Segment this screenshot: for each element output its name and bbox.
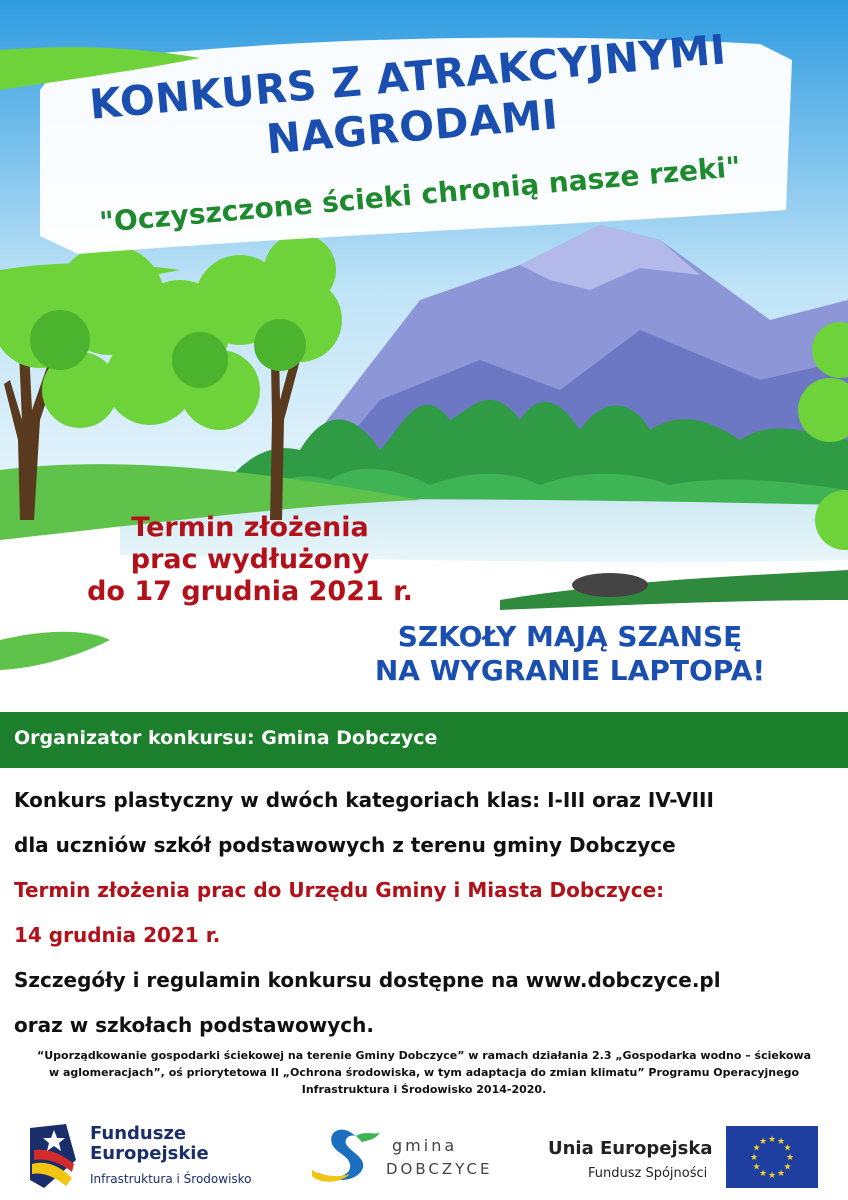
footnote-line: w aglomeracjach”, oś priorytetowa II „Ochrona środowiska, w tym adaptacja do zmian klimatu” Programu Operacyjnego bbox=[49, 1066, 799, 1079]
submission-deadline-date: 14 grudnia 2021 r. bbox=[14, 923, 221, 947]
organizer-bar bbox=[0, 712, 848, 768]
deadline-extension-line: do 17 grudnia 2021 r. bbox=[87, 576, 413, 607]
submission-deadline-line: Termin złożenia prac do Urzędu Gminy i Miasta Dobczyce: bbox=[14, 878, 665, 902]
svg-text:★: ★ bbox=[783, 1162, 792, 1173]
svg-text:★: ★ bbox=[785, 1153, 795, 1163]
laptop-prize-line: SZKOŁY MAJĄ SZANSĘ bbox=[397, 620, 743, 653]
svg-text:★: ★ bbox=[758, 1169, 768, 1179]
deadline-extension-line: prac wydłużony bbox=[130, 544, 370, 575]
svg-text:★: ★ bbox=[776, 1137, 786, 1147]
fe-name bbox=[90, 1124, 209, 1164]
ue-name: Unia Europejska bbox=[548, 1138, 713, 1159]
details-line: dla uczniów szkół podstawowych z terenu gminy Dobczyce bbox=[14, 833, 676, 857]
svg-text:★: ★ bbox=[749, 1153, 759, 1163]
unia-europejska-logo bbox=[540, 1124, 840, 1194]
svg-text:★: ★ bbox=[752, 1162, 761, 1173]
svg-text:★: ★ bbox=[767, 1135, 777, 1145]
fe-subtitle: Infrastruktura i Środowisko bbox=[90, 1172, 252, 1186]
eu-flag-icon bbox=[726, 1126, 818, 1188]
fe-star-icon bbox=[26, 1120, 84, 1192]
deadline-extension-line: Termin złożenia bbox=[131, 512, 369, 543]
gmina-label: gmina bbox=[392, 1136, 458, 1155]
funding-footnote bbox=[0, 1047, 848, 1098]
page-title: KONKURS Z ATRAKCYJNYMI NAGRODAMI bbox=[87, 25, 729, 164]
organizer-text: Organizator konkursu: Gmina Dobczyce bbox=[14, 727, 438, 749]
contest-details bbox=[14, 790, 844, 1060]
footnote-line: Infrastruktura i Środowisko 2014-2020. bbox=[301, 1083, 547, 1096]
title-block bbox=[0, 0, 848, 260]
ue-subtitle: Fundusz Spójności bbox=[588, 1166, 708, 1181]
fe-name-line: Fundusze bbox=[90, 1123, 187, 1144]
fe-name-line: Europejskie bbox=[90, 1143, 209, 1164]
svg-text:★: ★ bbox=[752, 1143, 761, 1154]
svg-text:★: ★ bbox=[776, 1169, 786, 1179]
details-line: Szczegóły i regulamin konkursu dostępne na www.dobczyce.pl bbox=[14, 968, 721, 992]
details-line: Konkurs plastyczny w dwóch kategoriach klas: I-III oraz IV-VIII bbox=[14, 788, 714, 812]
subtitle: "Oczyszczone ścieki chronią nasze rzeki" bbox=[98, 150, 742, 239]
gmina-dobczyce-logo bbox=[310, 1126, 530, 1196]
deadline-extension bbox=[60, 512, 440, 608]
svg-text:★: ★ bbox=[758, 1137, 768, 1147]
details-line: oraz w szkołach podstawowych. bbox=[14, 1013, 374, 1037]
dobczyce-label: DOBCZYCE bbox=[386, 1160, 493, 1178]
laptop-prize-text bbox=[330, 620, 810, 688]
eu-stars-icon bbox=[726, 1126, 818, 1188]
fundusze-europejskie-logo bbox=[26, 1118, 286, 1194]
laptop-prize-line: NA WYGRANIE LAPTOPA! bbox=[374, 654, 766, 687]
svg-text:★: ★ bbox=[783, 1143, 792, 1154]
footnote-line: “Uporządkowanie gospodarki ściekowej na terenie Gminy Dobczyce” w ramach działania 2.3 „Gospodarka wodno – ściekowa bbox=[36, 1049, 812, 1062]
svg-text:★: ★ bbox=[767, 1171, 777, 1181]
logo-strip bbox=[0, 1118, 848, 1198]
gmina-swan-icon bbox=[310, 1126, 384, 1186]
